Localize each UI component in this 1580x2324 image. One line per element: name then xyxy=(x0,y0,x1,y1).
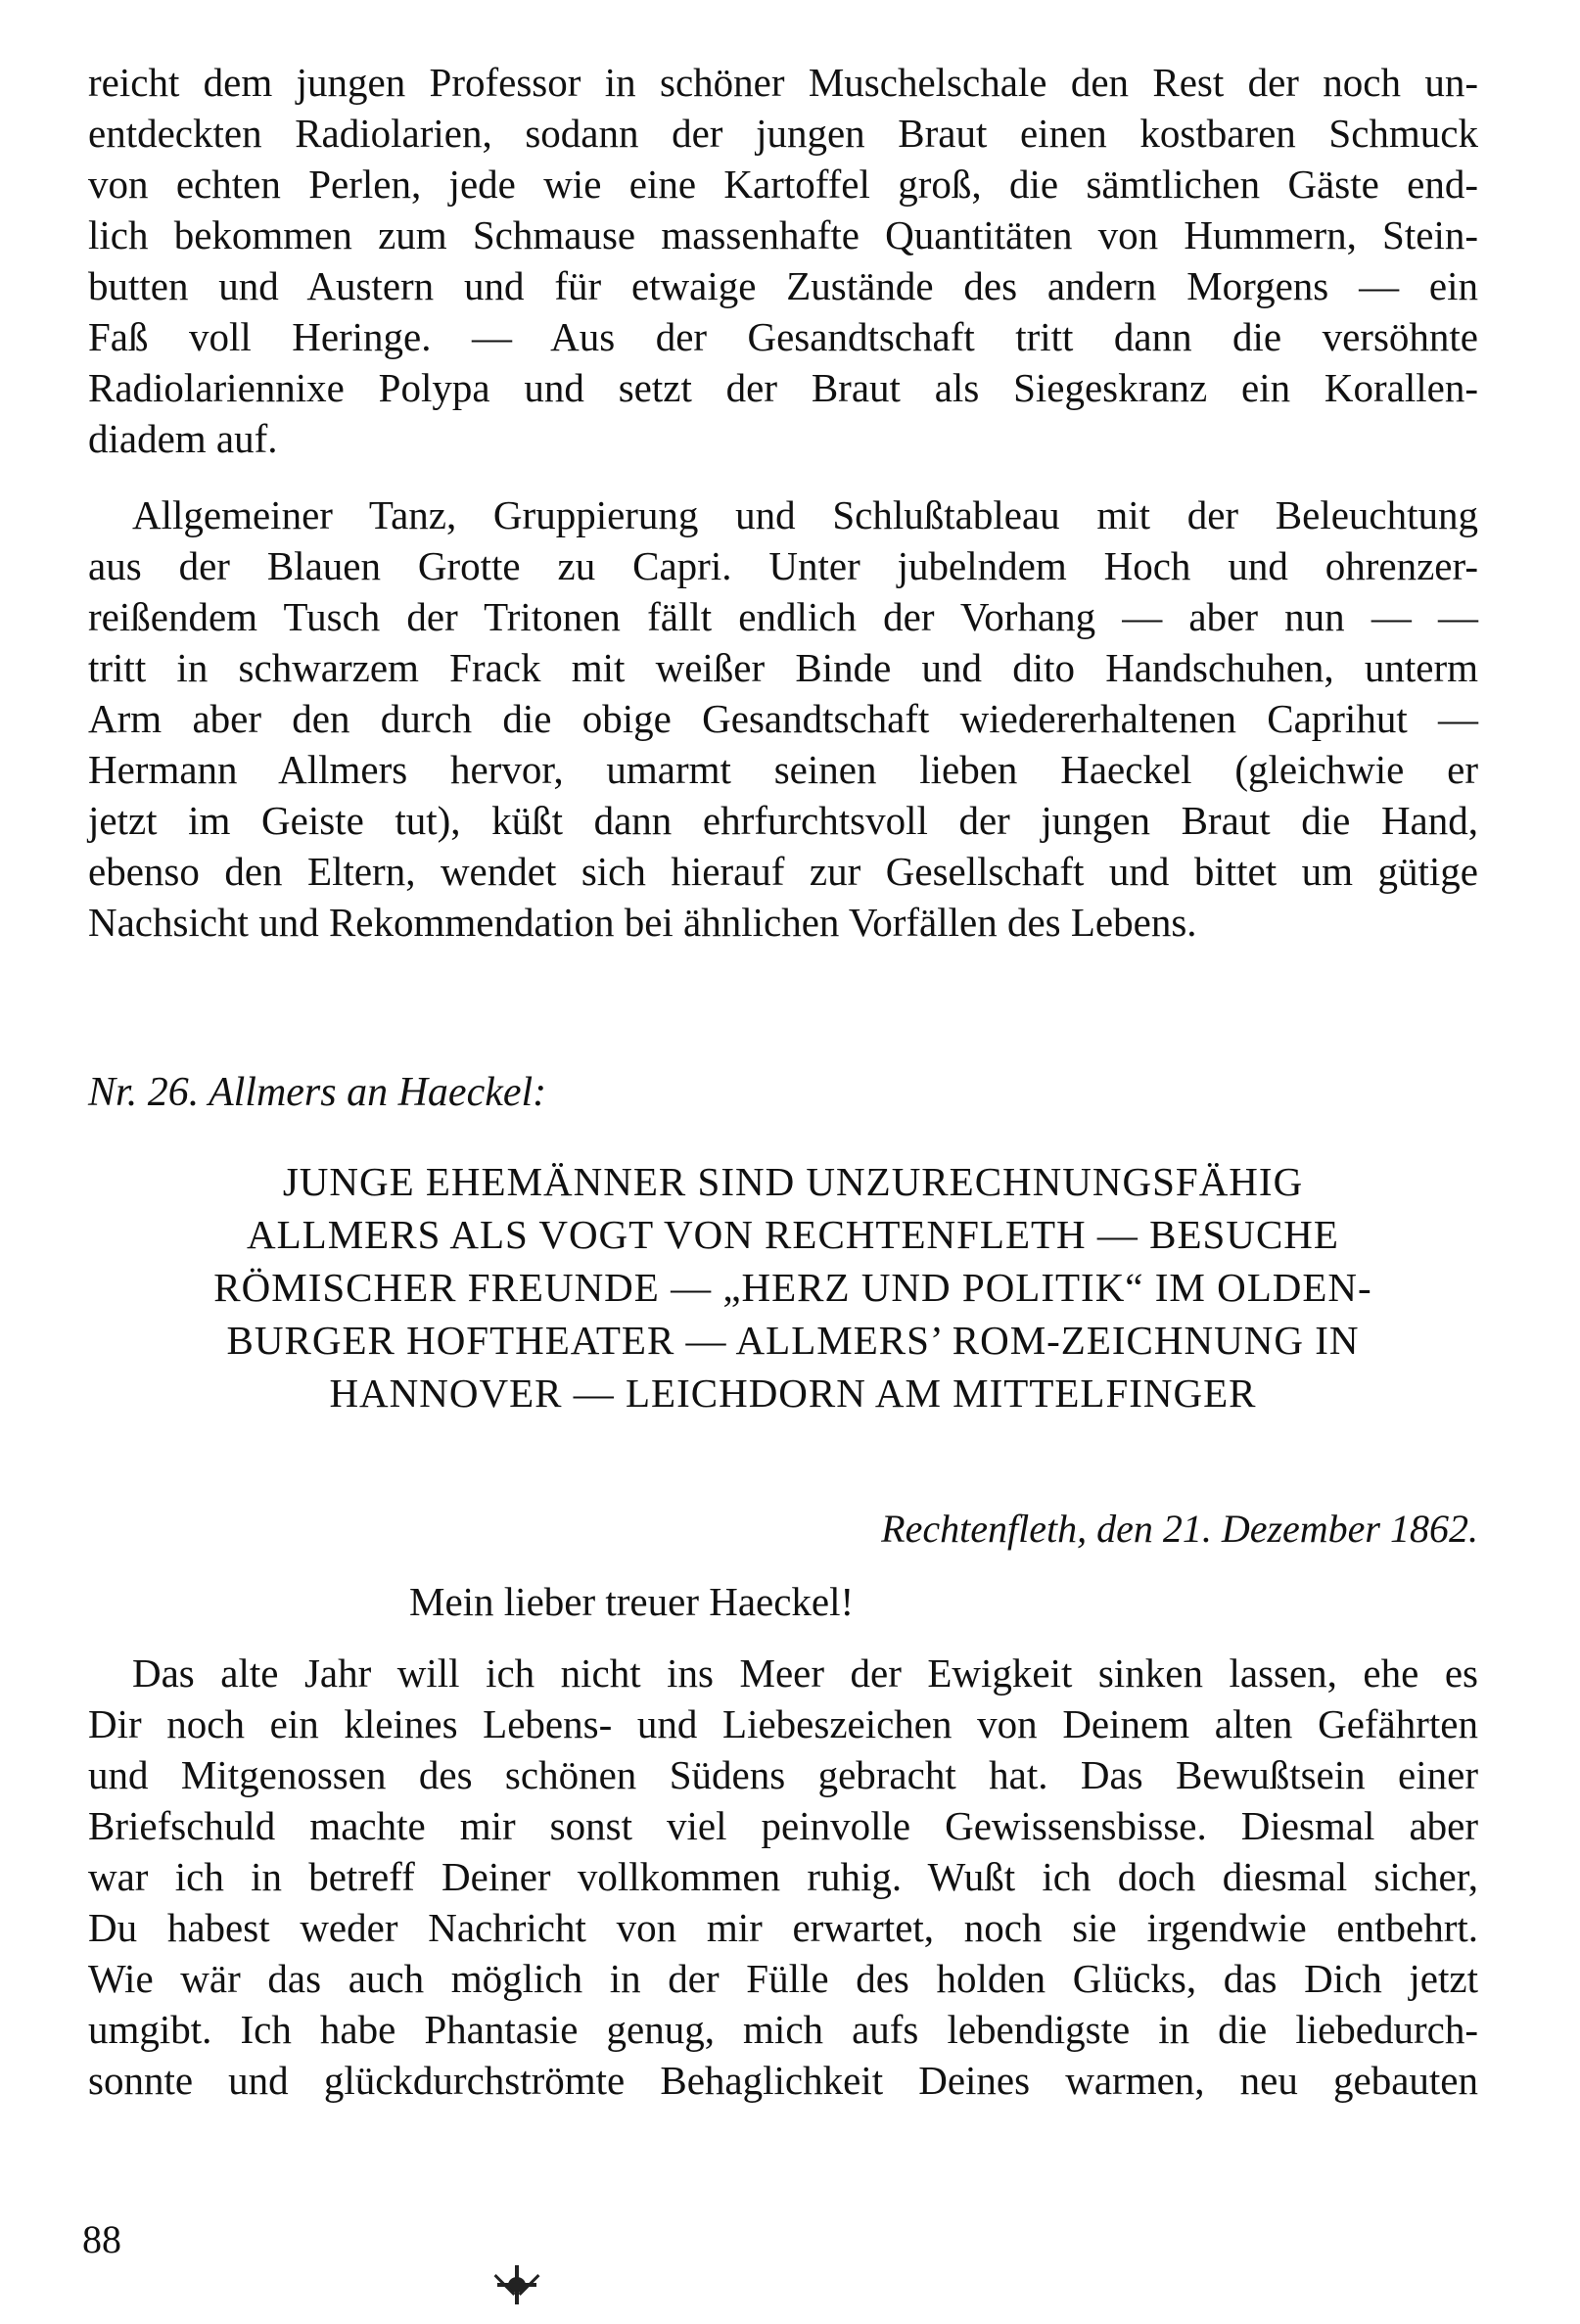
salutation: Mein lieber treuer Haeckel! xyxy=(409,1579,855,1624)
text-line: Wie wär das auch möglich in der Fülle des holden Glücks, das Dich jetzt xyxy=(88,1956,1478,2001)
text-line: Briefschuld machte mir sonst viel peinvolle Gewissensbisse. Diesmal aber xyxy=(88,1803,1478,1848)
text-line: reißendem Tusch der Tritonen fällt endlich der Vorhang — aber nun — — xyxy=(88,594,1478,639)
text-line: und Mitgenossen des schönen Südens gebracht hat. Das Bewußtsein einer xyxy=(88,1752,1478,1797)
letter-body-paragraph xyxy=(88,1648,1478,2106)
headline-line: ALLMERS ALS VOGT VON RECHTENFLETH — BESUCHE xyxy=(247,1212,1339,1257)
text-line: Arm aber den durch die obige Gesandtschaft wiedererhaltenen Caprihut — xyxy=(88,696,1478,741)
text-line: reicht dem jungen Professor in schöner Muschelschale den Rest der noch un- xyxy=(88,60,1478,105)
text-line: Radiolariennixe Polypa und setzt der Braut als Siegeskranz ein Korallen- xyxy=(88,365,1478,410)
text-line: ebenso den Eltern, wendet sich hierauf zur Gesellschaft und bittet um gütige xyxy=(88,849,1478,894)
text-line: lich bekommen zum Schmause massenhafte Quantitäten von Hummern, Stein- xyxy=(88,212,1478,257)
headline-line: BURGER HOFTHEATER — ALLMERS’ ROM-ZEICHNUNG IN xyxy=(226,1318,1360,1363)
headline-line: HANNOVER — LEICHDORN AM MITTELFINGER xyxy=(329,1371,1257,1416)
text-line: Nachsicht und Rekommendation bei ähnlichen Vorfällen des Lebens. xyxy=(88,900,1197,945)
letter-heading: Nr. 26. Allmers an Haeckel: xyxy=(88,1070,547,1115)
paragraph-finale xyxy=(88,489,1478,948)
text-line: Dir noch ein kleines Lebens- und Liebeszeichen von Deinem alten Gefährten xyxy=(88,1701,1478,1746)
text-line: butten und Austern und für etwaige Zustände des andern Morgens — ein xyxy=(88,263,1478,308)
text-line: Du habest weder Nachricht von mir erwartet, noch sie irgendwie entbehrt. xyxy=(88,1905,1478,1950)
text-line: umgibt. Ich habe Phantasie genug, mich aufs lebendigste in die liebedurch- xyxy=(88,2007,1478,2052)
paragraph-continued xyxy=(88,57,1478,464)
text-line: von echten Perlen, jede wie eine Kartoffel groß, die sämtlichen Gäste end- xyxy=(88,162,1478,207)
text-line: Faß voll Heringe. — Aus der Gesandtschaft tritt dann die versöhnte xyxy=(88,314,1478,359)
text-line: tritt in schwarzem Frack mit weißer Binde und dito Handschuhen, unterm xyxy=(88,645,1478,690)
place-and-date: Rechtenfleth, den 21. Dezember 1862. xyxy=(881,1507,1478,1551)
text-line: war ich in betreff Deiner vollkommen ruhig. Wußt ich doch diesmal sicher, xyxy=(88,1854,1478,1899)
headline-line: JUNGE EHEMÄNNER SIND UNZURECHNUNGSFÄHIG xyxy=(282,1159,1304,1204)
printer-ornament-icon xyxy=(489,2261,544,2308)
text-line: aus der Blauen Grotte zu Capri. Unter jubelndem Hoch und ohrenzer- xyxy=(88,543,1478,588)
text-line: entdeckten Radiolarien, sodann der jungen Braut einen kostbaren Schmuck xyxy=(88,111,1478,156)
text-line: Hermann Allmers hervor, umarmt seinen lieben Haeckel (gleichwie er xyxy=(88,747,1478,792)
text-line: Allgemeiner Tanz, Gruppierung und Schlußtableau mit der Beleuchtung xyxy=(132,492,1478,537)
text-line: jetzt im Geiste tut), küßt dann ehrfurchtsvoll der jungen Braut die Hand, xyxy=(88,798,1478,843)
headline-line: RÖMISCHER FREUNDE — „HERZ UND POLITIK“ IM OLDEN- xyxy=(213,1265,1372,1310)
text-line: sonnte und glückdurchströmte Behaglichkeit Deines warmen, neu gebauten xyxy=(88,2058,1478,2103)
text-line: Das alte Jahr will ich nicht ins Meer der Ewigkeit sinken lassen, ehe es xyxy=(132,1650,1478,1696)
text-line: diadem auf. xyxy=(88,416,278,461)
letter-summary-headline xyxy=(127,1155,1459,1419)
page-number: 88 xyxy=(82,2217,121,2261)
